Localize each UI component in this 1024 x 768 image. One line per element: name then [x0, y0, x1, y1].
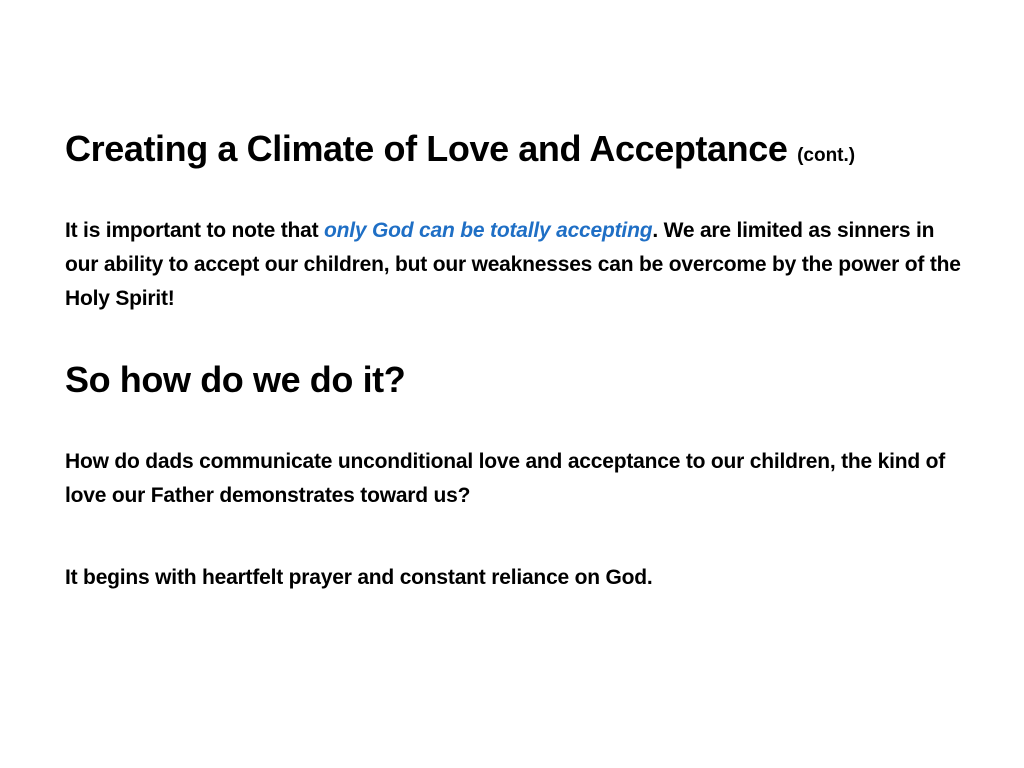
paragraph-answer: It begins with heartfelt prayer and constant reliance on God.: [65, 566, 653, 589]
slide-title-text: Creating a Climate of Love and Acceptance: [65, 128, 788, 169]
paragraph-acceptance-rest: . We are limited as sinners in our ability to accept our children, but our weaknesses can be overcome by the power of the Holy Spirit!: [65, 219, 961, 310]
paragraph-acceptance-intro: It is important to note that: [65, 219, 325, 242]
paragraph-question: How do dads communicate unconditional love and acceptance to our children, the kind of love our Father demonstrates toward us?: [65, 450, 946, 507]
highlighted-phrase: only God can be totally accepting: [324, 219, 653, 242]
slide-title: [65, 128, 855, 170]
section-heading: So how do we do it?: [65, 359, 406, 400]
paragraph-acceptance: [65, 214, 965, 316]
slide-title-suffix: (cont.): [797, 145, 856, 166]
